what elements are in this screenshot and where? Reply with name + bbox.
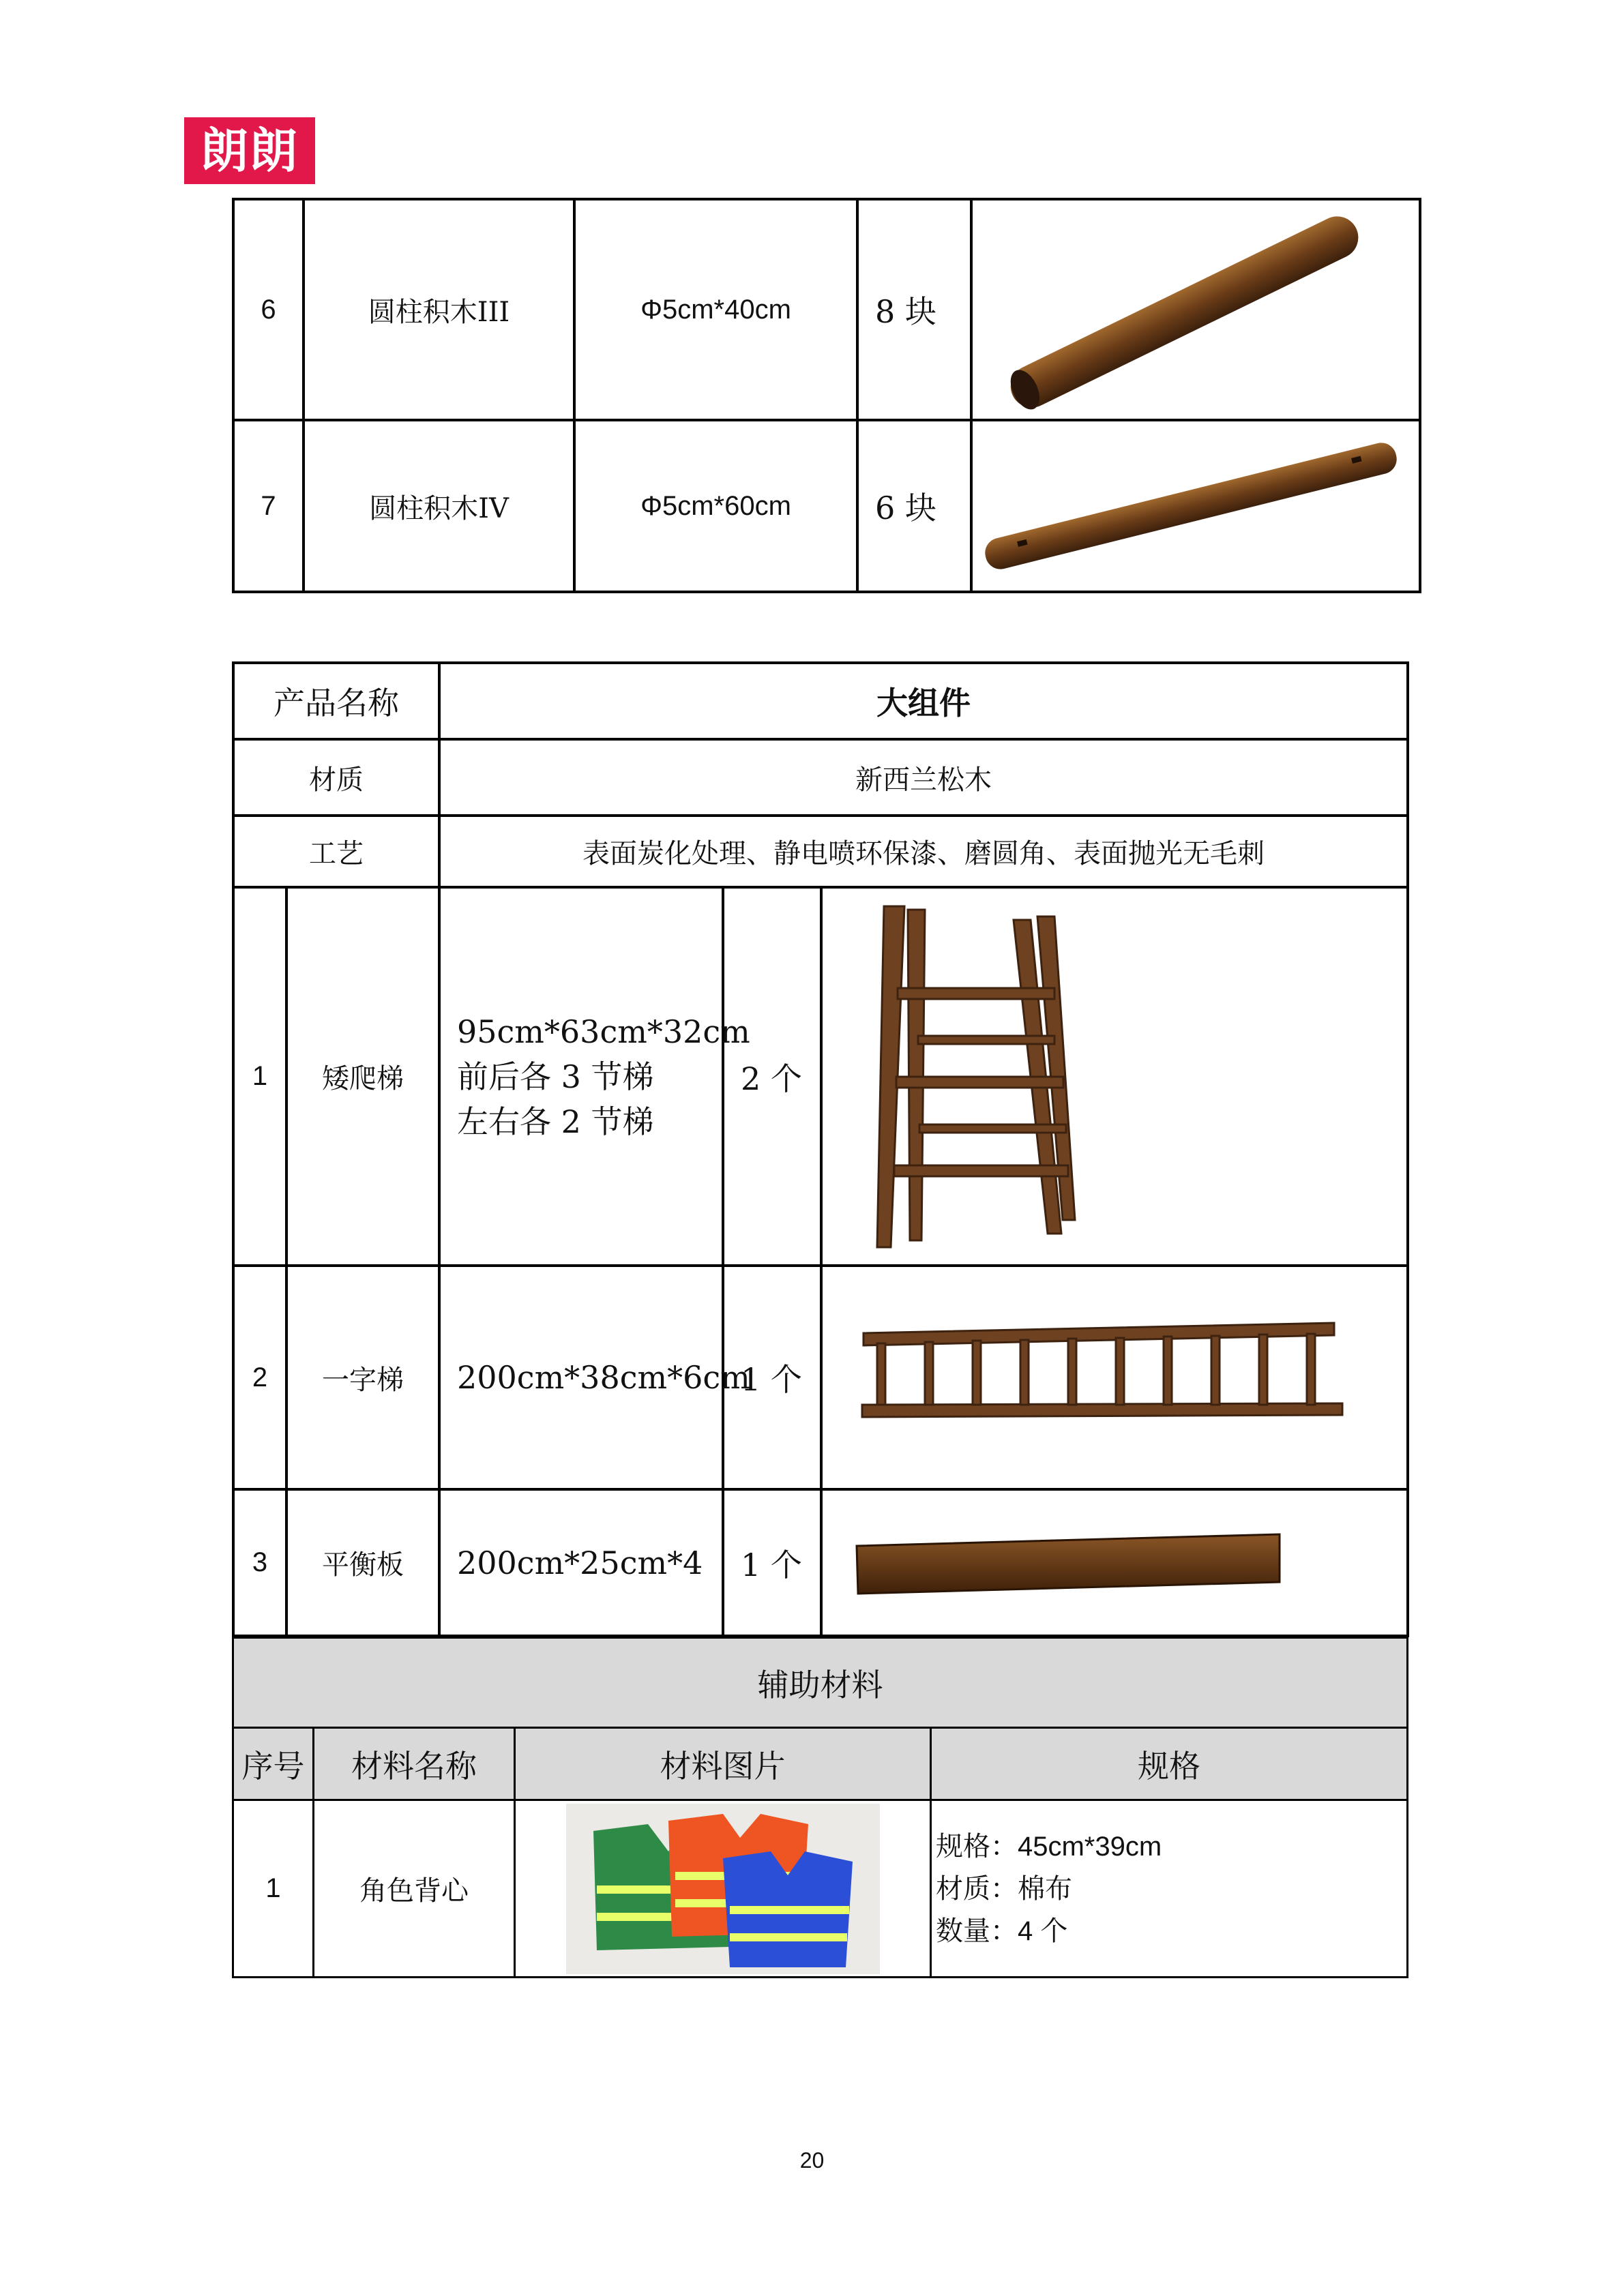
product-image-cell [971,199,1420,420]
column-header-spec: 规格 [931,1728,1408,1800]
component-spec: 200cm*38cm*6cm [439,1266,723,1489]
material-value: 新西兰松木 [439,739,1408,816]
wooden-cylinder-long-image [973,428,1409,584]
table-row [233,420,1420,592]
table-row [233,1489,1408,1636]
product-name: 圆柱积木III [304,199,574,420]
column-header-name: 材料名称 [314,1728,515,1800]
component-spec [439,887,750,1266]
product-name-value: 大组件 [439,663,1408,739]
product-name-label: 产品名称 [233,663,439,739]
a-frame-ladder-image [857,899,1089,1254]
product-name: 圆柱积木IV [304,420,574,592]
material-name: 角色背心 [314,1800,515,1978]
spec-line: 材质：棉布 [936,1873,1072,1904]
row-number: 6 [233,199,304,420]
large-components-table [232,661,1409,1637]
product-qty: 6 块 [857,420,971,592]
material-image-cell [515,1800,931,1978]
product-image-cell [971,420,1420,592]
product-qty: 8 块 [857,199,971,420]
table-row [233,199,1420,420]
wooden-cylinder-image [973,207,1409,412]
table-row [233,1266,1408,1489]
product-spec: Φ5cm*40cm [574,199,857,420]
row-number: 1 [233,887,286,1266]
column-header-no: 序号 [233,1728,314,1800]
brand-logo: 朗朗 [184,117,315,184]
spec-line: 规格：45cm*39cm [936,1831,1162,1862]
table-row [233,887,1408,1266]
straight-ladder-image [857,1316,1348,1439]
material-label: 材质 [233,739,439,816]
auxiliary-materials-table [232,1637,1408,1978]
component-qty: 1 个 [723,1266,821,1489]
component-spec: 200cm*25cm*4 [439,1489,723,1636]
role-vests-image [566,1804,880,1974]
row-number: 1 [233,1800,314,1978]
row-number: 2 [233,1266,286,1489]
craft-label: 工艺 [233,816,439,887]
table-row [233,1800,1408,1978]
column-header-image: 材料图片 [515,1728,931,1800]
row-number: 7 [233,420,304,592]
component-name: 一字梯 [286,1266,439,1489]
cylinder-blocks-table [232,198,1421,593]
component-name: 平衡板 [286,1489,439,1636]
material-spec [931,1800,1408,1978]
craft-value: 表面炭化处理、静电喷环保漆、磨圆角、表面抛光无毛刺 [439,816,1408,887]
aux-title: 辅助材料 [233,1638,1408,1728]
component-image-cell [821,887,1408,1266]
spec-line: 95cm*63cm*32cm [457,1013,750,1050]
spec-line: 数量：4 个 [936,1915,1068,1946]
page-number: 20 [799,2148,825,2173]
component-qty: 2 个 [723,887,821,1266]
spec-line: 左右各 2 节梯 [457,1103,654,1140]
component-image-cell [821,1266,1408,1489]
component-qty: 1 个 [723,1489,821,1636]
spec-line: 前后各 3 节梯 [457,1058,654,1095]
row-number: 3 [233,1489,286,1636]
component-name: 矮爬梯 [286,887,439,1266]
component-image-cell [821,1489,1408,1636]
product-spec: Φ5cm*60cm [574,420,857,592]
balance-board-image [850,1529,1286,1597]
